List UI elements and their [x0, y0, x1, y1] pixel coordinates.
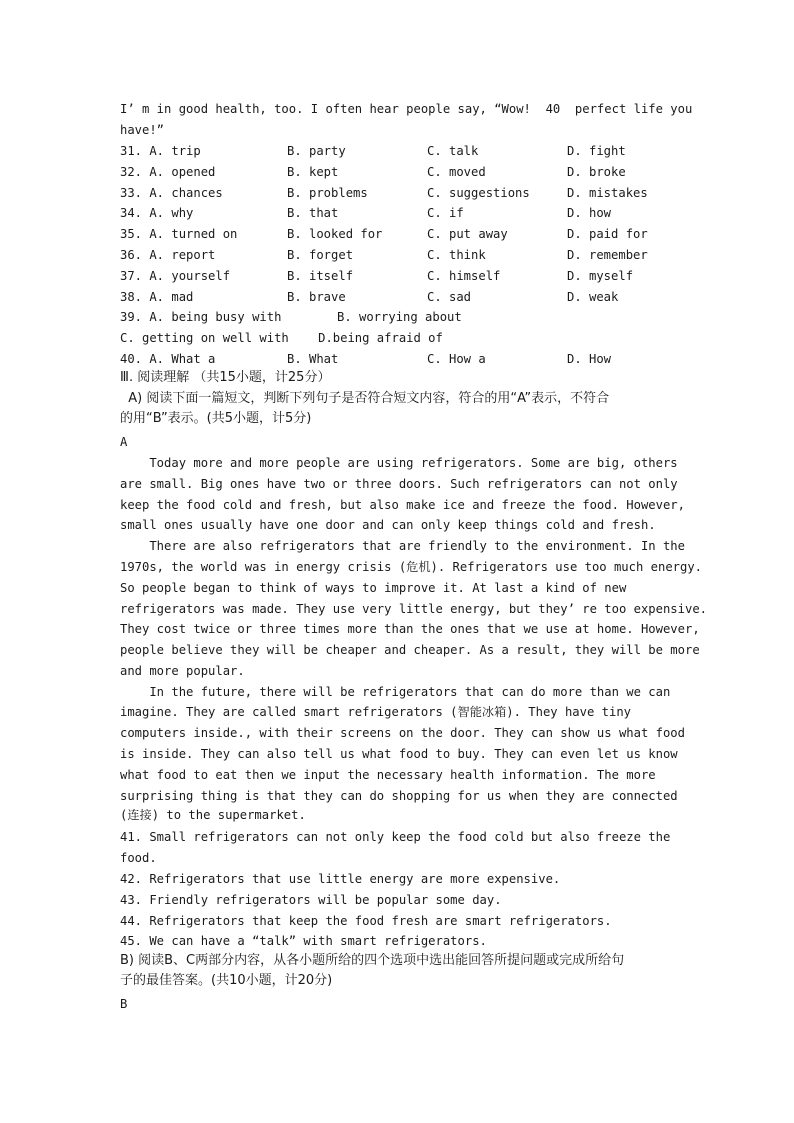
option-a: 34. A. why [120, 206, 194, 220]
passage-line: people believe they will be cheaper and cheaper. As a result, they will be more [120, 643, 700, 657]
passage-line: and more popular. [120, 664, 245, 678]
option-b: B. that [287, 206, 339, 220]
option-c: C. if [427, 206, 464, 220]
option-a: 39. A. being busy with [120, 310, 282, 324]
option-c: C. moved [427, 165, 486, 179]
option-c: C. himself [427, 269, 501, 283]
statement-44: 44. Refrigerators that keep the food fresh are smart refrigerators. [120, 914, 612, 928]
option-d: D. weak [567, 290, 619, 304]
option-d: D. mistakes [567, 186, 648, 200]
passage-line: keep the food cold and fresh, but also make ice and freeze the food. However, [120, 498, 685, 512]
statement-41-continued: food. [120, 851, 157, 865]
question-31-options [120, 142, 680, 160]
intro-line-2: have!” [120, 123, 165, 137]
passage-line: small ones usually have one door and can only keep things cold and fresh. [120, 518, 656, 532]
passage-line: 1970s, the world was in energy crisis (危机). Refrigerators use too much energy. [120, 560, 703, 574]
passage-line: computers inside., with their screens on the door. They can show us what food [120, 726, 685, 740]
passage-b-label: B [120, 997, 128, 1011]
option-b: B. looked for [287, 227, 383, 241]
question-37-options [120, 267, 680, 285]
option-d: D. remember [567, 248, 648, 262]
statement-43: 43. Friendly refrigerators will be popular some day. [120, 893, 502, 907]
option-a: 35. A. turned on [120, 227, 238, 241]
question-39-options-line-2: C. getting on well with D.being afraid of [120, 331, 443, 345]
option-d: D. how [567, 206, 612, 220]
statement-41: 41. Small refrigerators can not only keep the food cold but also freeze the [120, 830, 671, 844]
passage-line: what food to eat then we input the necessary health information. The more [120, 768, 656, 782]
question-36-options [120, 246, 680, 264]
section-a-instructions-line-2: 的用“B”表示。(共5小题，计5分) [120, 411, 312, 426]
question-39-options [120, 308, 680, 326]
passage-line: They cost twice or three times more than the ones that we use at home. However, [120, 622, 700, 636]
option-b: B. kept [287, 165, 339, 179]
question-34-options [120, 204, 680, 222]
option-a: 37. A. yourself [120, 269, 231, 283]
passage-line: imagine. They are called smart refrigerators (智能冰箱). They have tiny [120, 705, 632, 719]
option-c: C. put away [427, 227, 508, 241]
option-d: D. fight [567, 144, 626, 158]
passage-a-label: A [120, 435, 128, 449]
option-c: C. How a [427, 352, 486, 366]
option-c: C. suggestions [427, 186, 530, 200]
passage-line: In the future, there will be refrigerators that can do more than we can [120, 685, 671, 699]
option-a: 33. A. chances [120, 186, 223, 200]
section-b-instructions-line-1: B) 阅读B、C两部分内容，从各小题所给的四个选项中选出能回答所提问题或完成所给句 [120, 953, 625, 968]
intro-line-1: I’ m in good health, too. I often hear people say, “Wow! 40 perfect life you [120, 102, 693, 116]
option-b: B. problems [287, 186, 368, 200]
passage-line: are small. Big ones have two or three doors. Such refrigerators can not only [120, 477, 678, 491]
option-b: B. brave [287, 290, 346, 304]
passage-line: (连接) to the supermarket. [120, 808, 306, 822]
option-d: D. paid for [567, 227, 648, 241]
option-b: B. party [287, 144, 346, 158]
question-40-options [120, 350, 680, 368]
question-38-options [120, 288, 680, 306]
option-b: B. worrying about [337, 310, 462, 324]
option-b: B. itself [287, 269, 354, 283]
section-3-title: Ⅲ. 阅读理解 （共15小题，计25分） [120, 370, 331, 385]
option-c: C. think [427, 248, 486, 262]
statement-42: 42. Refrigerators that use little energy are more expensive. [120, 872, 561, 886]
passage-line: surprising thing is that they can do shopping for us when they are connected [120, 789, 678, 803]
option-d: D. How [567, 352, 612, 366]
option-c: C. talk [427, 144, 479, 158]
option-d: D. myself [567, 269, 634, 283]
question-32-options [120, 163, 680, 181]
passage-line: So people began to think of ways to improve it. At last a kind of new [120, 581, 627, 595]
question-35-options [120, 225, 680, 243]
option-a: 40. A. What a [120, 352, 216, 366]
section-a-instructions-line-1: A) 阅读下面一篇短文，判断下列句子是否符合短文内容，符合的用“A”表示，不符合 [120, 391, 610, 406]
statement-45: 45. We can have a “talk” with smart refrigerators. [120, 934, 487, 948]
question-33-options [120, 184, 680, 202]
option-d: D. broke [567, 165, 626, 179]
option-b: B. forget [287, 248, 354, 262]
option-a: 31. A. trip [120, 144, 201, 158]
passage-line: is inside. They can also tell us what food to buy. They can even let us know [120, 747, 678, 761]
option-a: 36. A. report [120, 248, 216, 262]
passage-line: There are also refrigerators that are friendly to the environment. In the [120, 539, 685, 553]
option-c: C. sad [427, 290, 472, 304]
option-a: 38. A. mad [120, 290, 194, 304]
option-a: 32. A. opened [120, 165, 216, 179]
passage-line: Today more and more people are using refrigerators. Some are big, others [120, 456, 678, 470]
section-b-instructions-line-2: 子的最佳答案。(共10小题，计20分) [120, 973, 333, 988]
passage-line: refrigerators was made. They use very little energy, but they’ re too expensive. [120, 602, 707, 616]
option-b: B. What [287, 352, 339, 366]
